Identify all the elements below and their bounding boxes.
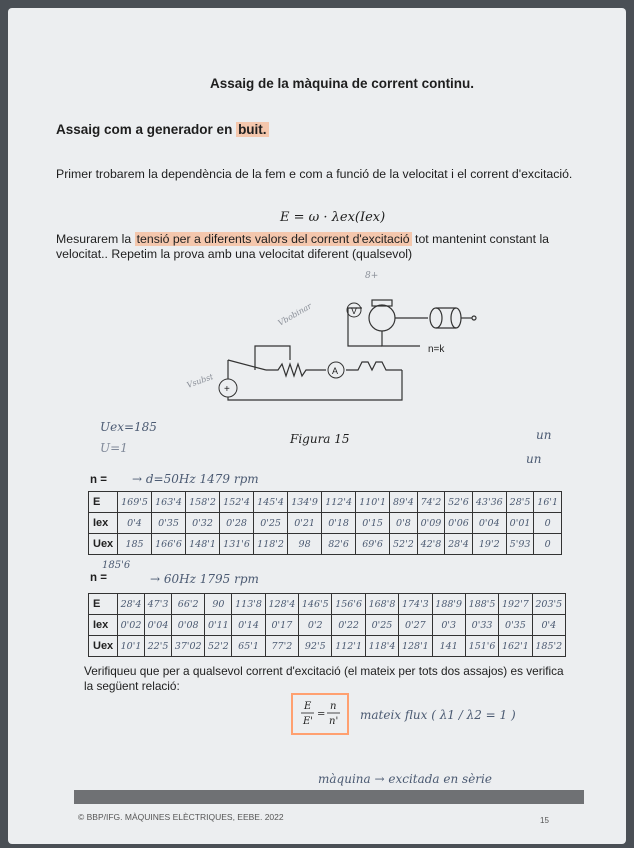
table-cell: 0'35	[152, 513, 186, 534]
table-cell: 110'1	[356, 492, 390, 513]
table-cell: 128'1	[399, 636, 432, 657]
ammeter-label: A	[332, 366, 339, 376]
row-header: Iex	[89, 615, 118, 636]
table1-data	[88, 491, 562, 555]
table-cell: 0'3	[432, 615, 465, 636]
measure-text-1: Mesurarem la	[56, 232, 135, 246]
table-cell: 0'06	[445, 513, 473, 534]
load-label: n=k	[428, 344, 445, 355]
table-cell: 0'27	[399, 615, 432, 636]
table-cell: 166'6	[152, 534, 186, 555]
footer-bar	[74, 790, 584, 804]
table2-n-note: → 60Hz 1795 rpm	[150, 572, 259, 586]
table-cell: 0	[534, 534, 562, 555]
table-cell: 74'2	[417, 492, 445, 513]
subtitle-text: Assaig com a generador en	[56, 122, 237, 137]
table-cell: 134'9	[288, 492, 322, 513]
hw-note-bottom: màquina → excitada en sèrie	[318, 772, 492, 786]
table-cell: 0'15	[356, 513, 390, 534]
table-cell: 185'2	[532, 636, 565, 657]
table-cell: 89'4	[390, 492, 418, 513]
table-cell: 0'25	[254, 513, 288, 534]
table-cell: 151'6	[465, 636, 498, 657]
table-cell: 168'8	[365, 594, 398, 615]
table-cell: 0	[534, 513, 562, 534]
ratio-lhs-den: E'	[303, 716, 314, 727]
measure-text-3: . Repetim la prova amb una velocitat diferent (qualsevol)	[104, 247, 413, 261]
table-row	[89, 594, 566, 615]
table-cell: 156'6	[332, 594, 365, 615]
table-cell: 112'1	[332, 636, 365, 657]
table1-n-note: → d=50Hz 1479 rpm	[132, 472, 259, 486]
ratio-rhs-num: n	[330, 701, 337, 712]
table-cell: 19'2	[472, 534, 506, 555]
dc-source-plus: +	[224, 384, 230, 395]
hw-note-right-2: un	[526, 452, 542, 466]
table-cell: 188'9	[432, 594, 465, 615]
footer-text: © BBP/IFG. MÀQUINES ELÈCTRIQUES, EEBE. 2022	[78, 812, 284, 822]
table-cell: 42'8	[417, 534, 445, 555]
hw-note-side: Vbobinar	[276, 301, 314, 328]
table-cell: 0'17	[265, 615, 298, 636]
table-cell: 148'1	[186, 534, 220, 555]
table1-n-label: n =	[90, 474, 107, 486]
subtitle-highlight: buit.	[238, 122, 267, 137]
table-cell: 158'2	[186, 492, 220, 513]
table-row	[89, 534, 562, 555]
table-cell: 152'4	[220, 492, 254, 513]
table-cell: 0'2	[299, 615, 332, 636]
hw-note-ratio: mateix flux ( λ1 / λ2 = 1 )	[360, 708, 516, 722]
table-row	[89, 636, 566, 657]
row-header: Uex	[89, 534, 118, 555]
table-cell: 16'1	[534, 492, 562, 513]
measure-text-2: tot mantenint constant la velocitat.	[56, 232, 550, 261]
ratio-lhs-num: E	[304, 701, 312, 712]
ratio-formula	[290, 692, 350, 736]
table-cell: 0'32	[186, 513, 220, 534]
hw-note-right-1: un	[536, 428, 552, 442]
table-cell: 0'08	[172, 615, 205, 636]
table-cell: 0'14	[232, 615, 265, 636]
table-cell: 113'8	[232, 594, 265, 615]
table-cell: 52'2	[390, 534, 418, 555]
table-cell: 185	[118, 534, 152, 555]
hw-note-top: 8+	[365, 271, 379, 281]
table-cell: 0'4	[118, 513, 152, 534]
table-cell: 69'6	[356, 534, 390, 555]
table-cell: 0'21	[288, 513, 322, 534]
table-cell: 0'4	[532, 615, 565, 636]
table-cell: 163'4	[152, 492, 186, 513]
table-cell: 128'4	[265, 594, 298, 615]
table-cell: 0'11	[205, 615, 232, 636]
table-cell: 47'3	[145, 594, 172, 615]
table-cell: 43'36	[472, 492, 506, 513]
table-row	[89, 513, 562, 534]
table-cell: 131'6	[220, 534, 254, 555]
table-cell: 188'5	[465, 594, 498, 615]
table-cell: 52'2	[205, 636, 232, 657]
table-cell: 145'4	[254, 492, 288, 513]
table-cell: 92'5	[299, 636, 332, 657]
ratio-eq: =	[317, 709, 326, 720]
table-row	[89, 615, 566, 636]
table-cell: 0'01	[506, 513, 534, 534]
table-cell: 65'1	[232, 636, 265, 657]
table-cell: 10'1	[118, 636, 145, 657]
ratio-rhs-den: n'	[329, 716, 339, 727]
table-cell: 0'02	[118, 615, 145, 636]
hw-note-source: Vsubst	[185, 372, 215, 390]
hw-note-uex: Uex=185	[100, 420, 157, 434]
table-cell: 66'2	[172, 594, 205, 615]
table2-n-label: n =	[90, 572, 107, 584]
table-cell: 118'2	[254, 534, 288, 555]
row-header: E	[89, 492, 118, 513]
main-formula: E = ω · λex(Iex)	[280, 210, 386, 225]
table-cell: 52'6	[445, 492, 473, 513]
table-cell: 28'5	[506, 492, 534, 513]
table-cell: 118'4	[365, 636, 398, 657]
table-cell: 0'18	[322, 513, 356, 534]
table-cell: 112'4	[322, 492, 356, 513]
voltmeter-label: V	[351, 306, 358, 316]
table1-below-note: 185'6	[102, 560, 131, 571]
table-cell: 28'4	[445, 534, 473, 555]
hw-note-u: U=1	[100, 441, 128, 455]
table-cell: 90	[205, 594, 232, 615]
circuit-diagram	[180, 268, 480, 418]
table-cell: 0'8	[390, 513, 418, 534]
intro-paragraph: Primer trobarem la dependència de la fem e com a funció de la velocitat i el corrent d'excitació.	[56, 167, 573, 181]
row-header: Uex	[89, 636, 118, 657]
table-cell: 0'35	[499, 615, 532, 636]
section-subtitle	[56, 122, 269, 137]
table-cell: 0'33	[465, 615, 498, 636]
table-cell: 28'4	[118, 594, 145, 615]
table-cell: 98	[288, 534, 322, 555]
measure-highlight: tensió per a diferents valors del corrent d'excitació	[136, 232, 410, 246]
table-cell: 0'22	[332, 615, 365, 636]
table-cell: 162'1	[499, 636, 532, 657]
row-header: E	[89, 594, 118, 615]
table-cell: 192'7	[499, 594, 532, 615]
table-cell: 169'5	[118, 492, 152, 513]
figure-caption: Figura 15	[290, 432, 350, 446]
table-cell: 77'2	[265, 636, 298, 657]
table2-data	[88, 593, 566, 657]
table-cell: 203'5	[532, 594, 565, 615]
table-cell: 0'28	[220, 513, 254, 534]
table-cell: 22'5	[145, 636, 172, 657]
table-cell: 82'6	[322, 534, 356, 555]
table-cell: 146'5	[299, 594, 332, 615]
table-cell: 0'04	[472, 513, 506, 534]
table-row	[89, 492, 562, 513]
table-cell: 0'04	[145, 615, 172, 636]
page-title: Assaig de la màquina de corrent continu.	[210, 76, 475, 91]
page-number: 15	[540, 816, 549, 825]
table-cell: 174'3	[399, 594, 432, 615]
table-cell: 0'09	[417, 513, 445, 534]
table-cell: 0'25	[365, 615, 398, 636]
table-cell: 5'93	[506, 534, 534, 555]
verify-paragraph: Verifiqueu que per a qualsevol corrent d'excitació (el mateix per tots dos assajos) es verifica la següent relació:	[84, 664, 564, 693]
table-cell: 37'02	[172, 636, 205, 657]
row-header: Iex	[89, 513, 118, 534]
measure-paragraph	[56, 232, 596, 262]
table-cell: 141	[432, 636, 465, 657]
